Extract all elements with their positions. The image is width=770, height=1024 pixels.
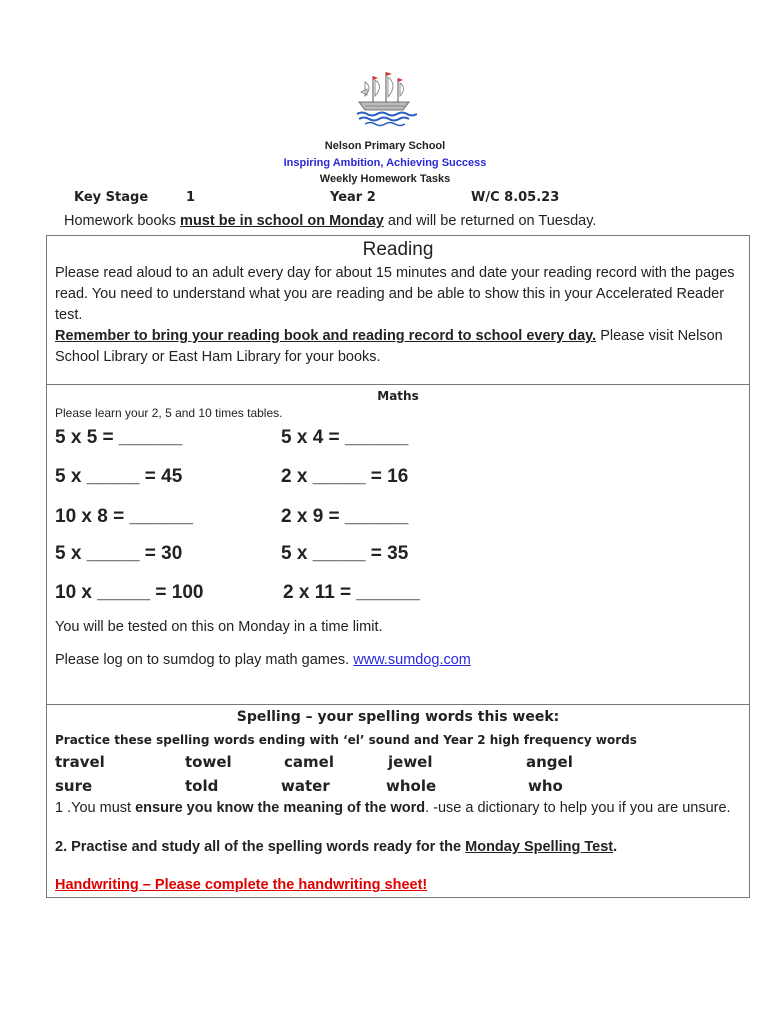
maths-question: 5 x _____ = 45 (55, 466, 183, 487)
spelling-word: angel (526, 753, 573, 771)
maths-question: 2 x 9 = ______ (281, 506, 409, 527)
maths-question: 5 x 5 = ______ (55, 427, 183, 448)
spelling-section (46, 704, 750, 898)
sumdog-note (55, 652, 471, 668)
reading-section (46, 235, 750, 385)
spelling-word: told (185, 777, 219, 795)
spelling-word: whole (386, 777, 437, 795)
maths-question: 5 x _____ = 35 (281, 543, 409, 564)
maths-instruction: Please learn your 2, 5 and 10 times tables. (55, 406, 283, 420)
spelling-word: sure (55, 777, 93, 795)
maths-question: 2 x _____ = 16 (281, 466, 409, 487)
line2-c: . (613, 839, 618, 855)
maths-test-note: You will be tested on this on Monday in a time limit. (55, 619, 383, 635)
sumdog-text: Please log on to sumdog to play math games. (55, 652, 354, 668)
reading-visit: Please visit Nelson School Library or East Ham Library for your books. (55, 328, 723, 365)
spelling-word: towel (185, 753, 232, 771)
spelling-word: jewel (388, 753, 433, 771)
spelling-word: who (528, 777, 563, 795)
spelling-word: travel (55, 753, 105, 771)
spelling-instruction-2 (55, 839, 617, 855)
spelling-instruction-1 (55, 798, 743, 819)
notice-before: Homework books (64, 213, 181, 229)
handwriting-note: Handwriting – Please complete the handwriting sheet! (55, 877, 428, 893)
line2-b: Monday Spelling Test (465, 839, 614, 855)
reading-text (55, 263, 743, 368)
key-stage-label: Key Stage (74, 190, 149, 205)
info-row (0, 190, 770, 210)
maths-question: 10 x 8 = ______ (55, 506, 193, 527)
reading-title: Reading (362, 239, 434, 260)
spelling-word: camel (284, 753, 334, 771)
spelling-title: Spelling – your spelling words this week: (236, 709, 560, 725)
maths-question: 10 x _____ = 100 (55, 582, 204, 603)
reading-reminder: Remember to bring your reading book and reading record to school every day. (55, 328, 597, 344)
line1-c: . -use a dictionary to help you if you are unsure. (425, 800, 731, 816)
sumdog-link[interactable]: www.sumdog.com (353, 652, 471, 668)
school-name: Nelson Primary School (324, 140, 446, 152)
maths-question: 2 x 11 = ______ (283, 582, 420, 603)
maths-section (46, 384, 750, 705)
line1-a: 1 .You must (55, 800, 136, 816)
maths-question: 5 x 4 = ______ (281, 427, 409, 448)
line1-b: ensure you know the meaning of the word (135, 800, 426, 816)
maths-question: 5 x _____ = 30 (55, 543, 183, 564)
week-commencing: W/C 8.05.23 (471, 190, 560, 205)
school-motto: Inspiring Ambition, Achieving Success (283, 157, 487, 169)
notice-emphasis: must be in school on Monday (180, 213, 384, 229)
homework-title: Weekly Homework Tasks (319, 173, 451, 185)
school-logo-ship-icon (351, 68, 417, 128)
year-label: Year 2 (330, 190, 376, 205)
reading-paragraph: Please read aloud to an adult every day for about 15 minutes and date your reading record with the pages read. You need to understand what you are reading and be able to show this in your Accelerated Reader test. (55, 265, 735, 323)
spelling-word: water (281, 777, 330, 795)
key-stage-number: 1 (186, 190, 196, 205)
spelling-instruction: Practice these spelling words ending with ‘el’ sound and Year 2 high frequency words (55, 733, 637, 747)
homework-notice (64, 213, 596, 229)
maths-title: Maths (377, 389, 419, 403)
line2-a: 2. Practise and study all of the spelling words ready for the (55, 839, 466, 855)
notice-after: and will be returned on Tuesday. (383, 213, 597, 229)
